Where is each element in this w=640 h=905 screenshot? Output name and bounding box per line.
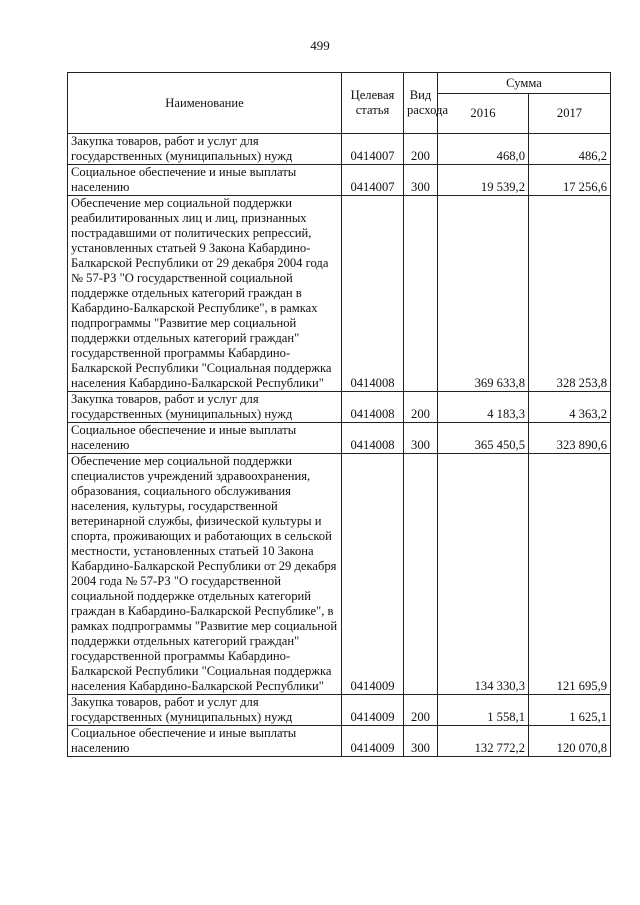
row-sum-2016: 468,0 [438,134,529,165]
row-sum-2016: 132 772,2 [438,726,529,757]
row-sum-2017: 120 070,8 [529,726,611,757]
table-row [68,726,611,757]
row-sum-2016: 19 539,2 [438,165,529,196]
row-sum-2017: 328 253,8 [529,196,611,392]
row-expense-type [404,454,438,695]
row-expense-type: 300 [404,726,438,757]
budget-table [67,72,611,757]
table-row [68,165,611,196]
table-row [68,423,611,454]
header-name: Наименование [68,73,342,134]
row-target-article: 0414007 [342,134,404,165]
row-expense-type: 300 [404,423,438,454]
row-name: Обеспечение мер социальной поддержки реабилитированных лиц и лиц, признанных пострадавшими от политических репрессий, установленных статьей 9 Закона Кабардино-Балкарской Республики от 29 декабря 2004 года № 57-РЗ "О государственной социальной поддержке отдельных категорий граждан в Кабардино-Балкарской Республике", в рамках подпрограммы "Развитие мер социальной поддержки отдельных категорий граждан" государственной программы Кабардино-Балкарской Республики "Социальная поддержка населения Кабардино-Балкарской Республики" [68,196,342,392]
row-sum-2017: 486,2 [529,134,611,165]
row-sum-2016: 365 450,5 [438,423,529,454]
table-row [68,454,611,695]
row-sum-2016: 1 558,1 [438,695,529,726]
row-target-article: 0414009 [342,454,404,695]
row-target-article: 0414007 [342,165,404,196]
row-expense-type: 200 [404,392,438,423]
row-name: Закупка товаров, работ и услуг для государственных (муниципальных) нужд [68,392,342,423]
row-name: Обеспечение мер социальной поддержки специалистов учреждений здравоохранения, образования, социального обслуживания населения, культуры, государственной ветеринарной службы, физической культуры и спорта, проживающих и работающих в сельской местности, установленных статьей 10 Закона Кабардино-Балкарской Республики от 29 декабря 2004 года № 57-РЗ "О государственной социальной поддержке отдельных категорий граждан в Кабардино-Балкарской Республике", в рамках подпрограммы "Развитие мер социальной поддержки отдельных категорий граждан" государственной программы Кабардино-Балкарской Республики "Социальная поддержка населения Кабардино-Балкарской Республики" [68,454,342,695]
row-target-article: 0414009 [342,695,404,726]
row-expense-type: 200 [404,134,438,165]
row-target-article: 0414008 [342,423,404,454]
header-expense-type: Вид расхода [404,73,438,134]
table-row [68,392,611,423]
header-sum: Сумма [438,73,611,94]
row-sum-2017: 323 890,6 [529,423,611,454]
row-name: Социальное обеспечение и иные выплаты населению [68,423,342,454]
row-sum-2017: 4 363,2 [529,392,611,423]
row-target-article: 0414008 [342,392,404,423]
row-expense-type [404,196,438,392]
row-sum-2016: 369 633,8 [438,196,529,392]
header-year-2016: 2016 [438,94,529,134]
row-name: Социальное обеспечение и иные выплаты населению [68,165,342,196]
table-header [68,73,611,134]
row-sum-2016: 4 183,3 [438,392,529,423]
table-row [68,196,611,392]
row-target-article: 0414009 [342,726,404,757]
row-sum-2017: 1 625,1 [529,695,611,726]
row-sum-2016: 134 330,3 [438,454,529,695]
table-body [68,134,611,757]
row-expense-type: 300 [404,165,438,196]
row-sum-2017: 121 695,9 [529,454,611,695]
header-target-article: Целевая статья [342,73,404,134]
table-row [68,695,611,726]
row-sum-2017: 17 256,6 [529,165,611,196]
row-name: Социальное обеспечение и иные выплаты населению [68,726,342,757]
row-target-article: 0414008 [342,196,404,392]
row-name: Закупка товаров, работ и услуг для государственных (муниципальных) нужд [68,695,342,726]
table-row [68,134,611,165]
page-number: 499 [310,38,330,53]
row-name: Закупка товаров, работ и услуг для государственных (муниципальных) нужд [68,134,342,165]
header-year-2017: 2017 [529,94,611,134]
row-expense-type: 200 [404,695,438,726]
